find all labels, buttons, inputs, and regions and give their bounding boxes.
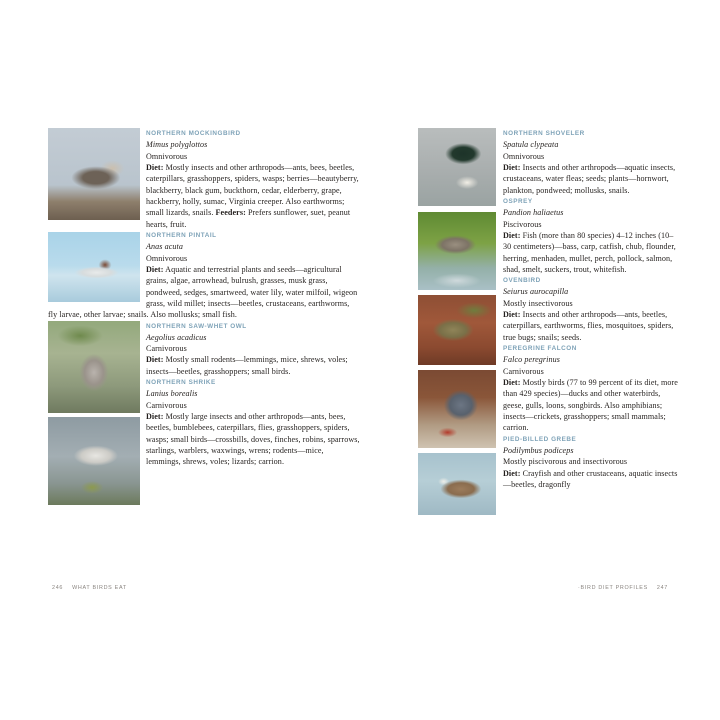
footer-right: ·BIRD DIET PROFILES 247 <box>578 585 668 591</box>
page-right <box>418 128 680 518</box>
species-classification: Mostly insectivorous <box>503 298 573 308</box>
northern-shoveler-photo <box>418 128 496 206</box>
diet-label: Diet: <box>503 468 521 478</box>
species-classification: Carnivorous <box>146 400 187 410</box>
diet-text: Mostly large insects and other arthropods—ants, bees, beetles, bumblebees, caterpillars, flies, grasshoppers, spiders, wasps; small birds—crossbills, doves, finches, robins, sparrows, starlings, warblers, waxwings, wrens; rodents—mice, lemmings, shrews, voles; lizards; carrion. <box>146 412 360 467</box>
page-left <box>48 128 360 508</box>
species-name: OSPREY <box>503 197 533 205</box>
peregrine-falcon-photo <box>418 370 496 448</box>
species-name: NORTHERN SHOVELER <box>503 130 585 137</box>
osprey-photo <box>418 212 496 290</box>
pied-billed-grebe-photo <box>418 453 496 515</box>
running-head-left: WHAT BIRDS EAT <box>72 585 127 591</box>
species-latin-name: Aegolius acadicus <box>146 332 207 342</box>
diet-text: Mostly small rodents—lemmings, mice, shrews, voles; insects—beetles, grasshoppers; small birds. <box>146 355 348 376</box>
diet-text: Mostly birds (77 to 99 percent of its diet, more than 429 species)—ducks and other waterbirds, geese, gulls, loons, songbirds. Also amphibians; insects—crickets, grasshoppers; small mammals; carrion. <box>503 378 678 433</box>
species-name: PIED-BILLED GREBE <box>503 435 577 443</box>
diet-label: Diet: <box>146 162 164 172</box>
running-head-right: BIRD DIET PROFILES <box>580 585 648 591</box>
diet-text: Aquatic and terrestrial plants and seeds—agricultural grains, algae, arrowhead, bulrush, grasses, musk grass, pondweed, sedges, smartweed, water lily, water milfoil, wigeon grass, wild millet; insects—beetles, crustaceans, earthworms, fly larvae, other larvae; snails. Also mollusks; small fish. <box>48 264 358 320</box>
species-classification: Carnivorous <box>503 366 544 376</box>
species-name: NORTHERN SHRIKE <box>146 379 216 387</box>
diet-text: Insects and other arthropods—ants, beetles, caterpillars, earthworms, flies, mosquitoes, spiders, true bugs; snails; seeds. <box>503 310 674 342</box>
species-classification: Mostly piscivorous and insectivorous <box>503 457 628 467</box>
diet-text: Crayfish and other crustaceans, aquatic insects—beetles, dragonfly <box>503 468 678 489</box>
left-column-text-flow <box>48 128 360 468</box>
species-name: NORTHERN MOCKINGBIRD <box>146 130 241 137</box>
species-classification: Carnivorous <box>146 344 187 354</box>
species-latin-name: Falco peregrinus <box>503 355 560 365</box>
species-latin-name: Anas acuta <box>146 242 184 252</box>
species-latin-name: Seiurus aurocapilla <box>503 287 569 297</box>
feeders-text: Prefers sunflower, suet, peanut hearts, fruit. <box>146 208 351 229</box>
species-name: PEREGRINE FALCON <box>503 345 577 353</box>
diet-text: Mostly insects and other arthropods—ants, bees, beetles, caterpillars, grasshoppers, spiders, wasps; berries—beautyberry, blackberry, black gum, buckthorn, cedar, elderberry, grape, hackberry, holly, sumac, Virginia creeper. Also earthworms; small lizards, snails. <box>146 162 359 218</box>
species-latin-name: Podilymbus podiceps <box>503 446 574 456</box>
diet-label: Diet: <box>146 355 164 365</box>
diet-label: Diet: <box>503 310 521 320</box>
northern-pintail-photo <box>48 232 140 302</box>
feeders-label: Feeders: <box>215 208 246 218</box>
species-latin-name: Spatula clypeata <box>503 140 559 150</box>
species-classification: Omnivorous <box>503 151 545 161</box>
footer-left <box>52 585 127 591</box>
diet-label: Diet: <box>503 378 521 387</box>
species-latin-name: Mimus polyglottos <box>146 140 208 150</box>
species-name: OVENBIRD <box>503 277 541 285</box>
northern-shrike-photo <box>48 417 140 505</box>
northern-mockingbird-photo <box>48 128 140 220</box>
species-classification: Piscivorous <box>503 219 542 229</box>
ovenbird-photo <box>418 295 496 365</box>
species-latin-name: Pandion haliaetus <box>503 208 564 218</box>
species-classification: Omnivorous <box>146 253 188 263</box>
diet-text: Insects and other arthropods—aquatic insects, crustaceans, water fleas; seeds; plants—hornwort, plankton, pondweed; mollusks, snails. <box>503 162 676 195</box>
page-number-left: 246 <box>52 585 64 591</box>
page-number-right: 247 <box>656 585 668 591</box>
species-classification: Omnivorous <box>146 151 188 161</box>
species-name: NORTHERN PINTAIL <box>146 231 217 239</box>
species-latin-name: Lanius borealis <box>146 389 198 399</box>
diet-label: Diet: <box>146 412 164 422</box>
right-column-text-flow <box>418 128 680 490</box>
diet-text: Fish (more than 80 species) 4–12 inches (10–30 centimeters)—bass, carp, catfish, chub, flounder, herring, menhaden, mullet, perch, pollock, salmon, shad, smelt, suckers, trout, whitefish. <box>503 230 676 274</box>
diet-label: Diet: <box>503 162 521 172</box>
diet-label: Diet: <box>503 230 521 240</box>
northern-saw-whet-owl-photo <box>48 321 140 413</box>
species-name: NORTHERN SAW-WHET OWL <box>146 322 247 330</box>
diet-label: Diet: <box>146 264 164 274</box>
